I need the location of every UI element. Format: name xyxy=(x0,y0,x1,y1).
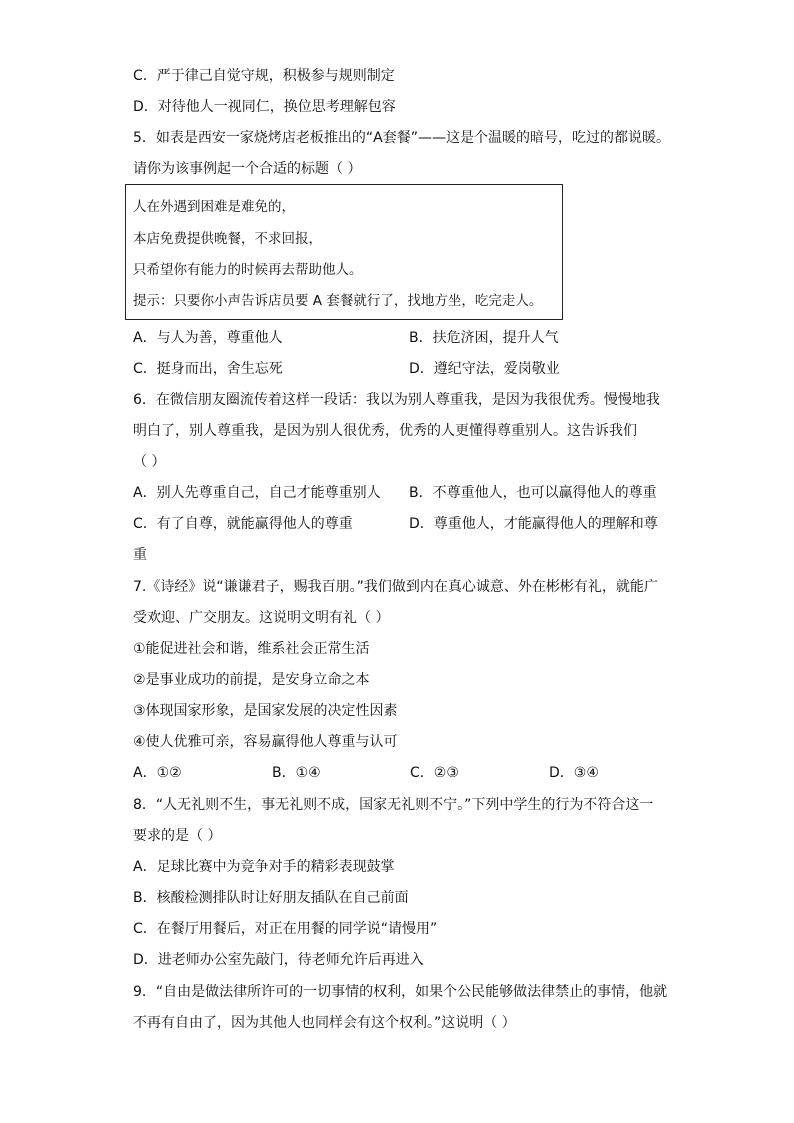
q5-option-c: C．挺身而出，舍生忘死 xyxy=(133,361,283,377)
q5-stem-line1: 5．如表是西安一家烧烤店老板推出的“A套餐”——这是个温暖的暗号，吃过的都说暖。 xyxy=(133,130,670,146)
q7-stem-line2: 受欢迎、广交朋友。这说明文明有礼（ ） xyxy=(133,610,390,626)
q8-stem-line1: 8．“人无礼则不生，事无礼则不成，国家无礼则不宁。”下列中学生的行为不符合这一 xyxy=(133,797,654,813)
q7-option-a: A．①② xyxy=(133,765,182,781)
q5-box-line2: 本店免费提供晚餐，不求回报， xyxy=(133,231,322,247)
q8-option-c: C．在餐厅用餐后，对正在用餐的同学说“请慢用” xyxy=(133,921,438,937)
q8-option-a: A．足球比赛中为竞争对手的精彩表现鼓掌 xyxy=(133,859,395,875)
q5-notice-box xyxy=(125,184,563,320)
q9-stem-line2: 不再有自由了，因为其他人也同样会有这个权利。”这说明（ ） xyxy=(133,1015,516,1031)
q8-option-d: D．进老师办公室先敲门，待老师允许后再进入 xyxy=(133,952,424,968)
q4-option-d: D．对待他人一视同仁，换位思考理解包容 xyxy=(133,99,396,115)
q7-stem-line1: 7.《诗经》说“谦谦君子，赐我百朋。”我们做到内在真心诚意、外在彬彬有礼，就能广 xyxy=(133,579,658,595)
q6-option-b: B．不尊重他人，也可以赢得他人的尊重 xyxy=(409,485,657,501)
q5-box-line1: 人在外遇到困难是难免的， xyxy=(133,199,295,215)
q5-option-d: D．遵纪守法，爱岗敬业 xyxy=(409,361,560,377)
q7-statement-4: ④使人优雅可亲，容易赢得他人尊重与认可 xyxy=(133,734,398,750)
q7-option-b: B．①④ xyxy=(272,765,321,781)
q6-stem-line3: （ ） xyxy=(133,454,166,470)
q6-option-a: A．别人先尊重自己，自己才能尊重别人 xyxy=(133,485,381,501)
q5-option-b: B．扶危济困，提升人气 xyxy=(409,330,559,346)
q6-stem-line1: 6．在微信朋友圈流传着这样一段话：我以为别人尊重我，是因为我很优秀。慢慢地我 xyxy=(133,392,660,408)
q8-stem-line2: 要求的是（ ） xyxy=(133,828,222,844)
q7-statement-1: ①能促进社会和谐，维系社会正常生活 xyxy=(133,641,370,657)
q6-stem-line2: 明白了，别人尊重我，是因为别人很优秀，优秀的人更懂得尊重别人。这告诉我们 xyxy=(133,423,637,439)
q5-stem-line2: 请你为该事例起一个合适的标题（ ） xyxy=(133,161,362,177)
q7-option-d: D．③④ xyxy=(549,765,599,781)
q7-statement-2: ②是事业成功的前提，是安身立命之本 xyxy=(133,672,370,688)
q6-option-d-continued: 重 xyxy=(133,547,147,563)
q5-option-a: A．与人为善，尊重他人 xyxy=(133,330,283,346)
q8-option-b: B．核酸检测排队时让好朋友插队在自己前面 xyxy=(133,890,409,906)
q6-option-c: C．有了自尊，就能赢得他人的尊重 xyxy=(133,516,353,532)
q5-box-line4: 提示：只要你小声告诉店员要 A 套餐就行了，找地方坐，吃完走人。 xyxy=(133,293,543,309)
q7-statement-3: ③体现国家形象，是国家发展的决定性因素 xyxy=(133,703,398,719)
q5-box-line3: 只希望你有能力的时候再去帮助他人。 xyxy=(133,262,363,278)
q6-option-d: D．尊重他人，才能赢得他人的理解和尊 xyxy=(409,516,658,532)
q7-option-c: C．②③ xyxy=(410,765,459,781)
q4-option-c: C．严于律己自觉守规，积极参与规则制定 xyxy=(133,68,395,84)
q9-stem-line1: 9．“自由是做法律所许可的一切事情的权利，如果个公民能够做法律禁止的事情，他就 xyxy=(133,984,668,1000)
